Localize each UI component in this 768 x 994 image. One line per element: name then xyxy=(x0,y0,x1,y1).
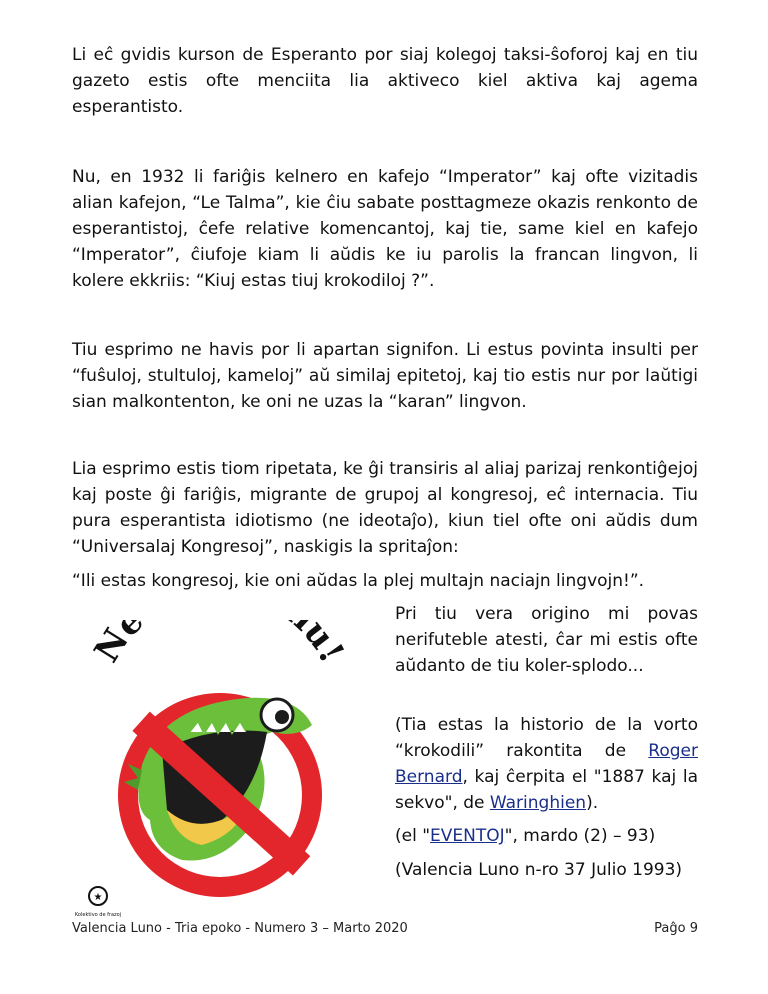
right-p3-post: ", mardo (2) – 93) xyxy=(504,826,656,846)
emblem-label: Kolektivo de frazoj xyxy=(74,912,122,918)
right-paragraph-2 xyxy=(395,712,698,816)
right-p2-mid: , kaj ĉerpita el "1887 kaj la sekvo", de xyxy=(395,767,698,813)
paragraph-1: Li eĉ gvidis kurson de Esperanto por siaj kolegoj taksi-ŝoforoj kaj en tiu gazeto estis ofte menciita lia aktiveco kiel aktiva kaj agema esperantisto. xyxy=(72,45,698,117)
footer-page-number: Paĝo 9 xyxy=(654,921,698,936)
link-waringhien[interactable]: Waringhien xyxy=(489,793,587,813)
logo-title-path: Ne u! xyxy=(86,620,352,670)
right-paragraph-3 xyxy=(395,823,698,849)
logo-title xyxy=(87,620,352,669)
right-p3-pre: (el " xyxy=(395,826,431,846)
link-eventoj[interactable]: EVENTOJ xyxy=(430,826,505,846)
right-p2-pre: (Tia estas la historio de la vorto “krokodili” rakontita de xyxy=(395,715,698,761)
right-paragraph-1: Pri tiu vera origino mi povas nerifuteble atesti, ĉar mi estis ofte aŭdanto de tiu koler-splodo... xyxy=(395,604,698,676)
ne-krokodilu-logo xyxy=(72,620,368,920)
paragraph-5-quote: “Ili estas kongresoj, kie oni aŭdas la plej multajn naciajn lingvojn!”. xyxy=(72,571,645,591)
no-crocodile-icon xyxy=(72,620,368,920)
paragraph-3: Tiu esprimo ne havis por li apartan signifon. Li estus povinta insulti per “fuŝuloj, stultuloj, kameloj” aŭ similaj epitetoj, kaj tio estis nur por laŭtigi sian malkontenton, ke oni ne uzas la “karan” lingvon. xyxy=(72,340,698,412)
link-roger-bernard[interactable]: Roger Bernard xyxy=(395,741,698,787)
svg-text:★: ★ xyxy=(93,892,103,903)
right-p2-post: ). xyxy=(586,793,599,813)
paragraph-4: Lia esprimo estis tiom ripetata, ke ĝi transiris al aliaj parizaj renkontiĝejoj kaj poste ĝi fariĝis, migrante de grupoj al kongresoj, eĉ internacia. Tiu pura esperantista idiotismo (ne ideotaĵo), kiun tiel ofte oni aŭdis dum “Universalaj Kongresoj”, naskigis la spritaĵon: xyxy=(72,459,698,557)
footer-left: Valencia Luno - Tria epoko - Numero 3 – Marto 2020 xyxy=(72,921,408,936)
paragraph-2: Nu, en 1932 li fariĝis kelnero en kafejo “Imperator” kaj ofte vizitadis alian kafejon, “Le Talma”, kie ĉiu sabate posttagmeze okazis renkonto de esperantistoj, ĉefe relative komencantoj, kaj tie, same kiel en kafejo “Imperator”, ĉiufoje kiam li aŭdis ke iu parolis la francan lingvon, li kolere ekkriis: “Kiuj estas tiuj krokodiloj ?”. xyxy=(72,167,698,291)
right-paragraph-4: (Valencia Luno n-ro 37 Julio 1993) xyxy=(395,860,683,880)
